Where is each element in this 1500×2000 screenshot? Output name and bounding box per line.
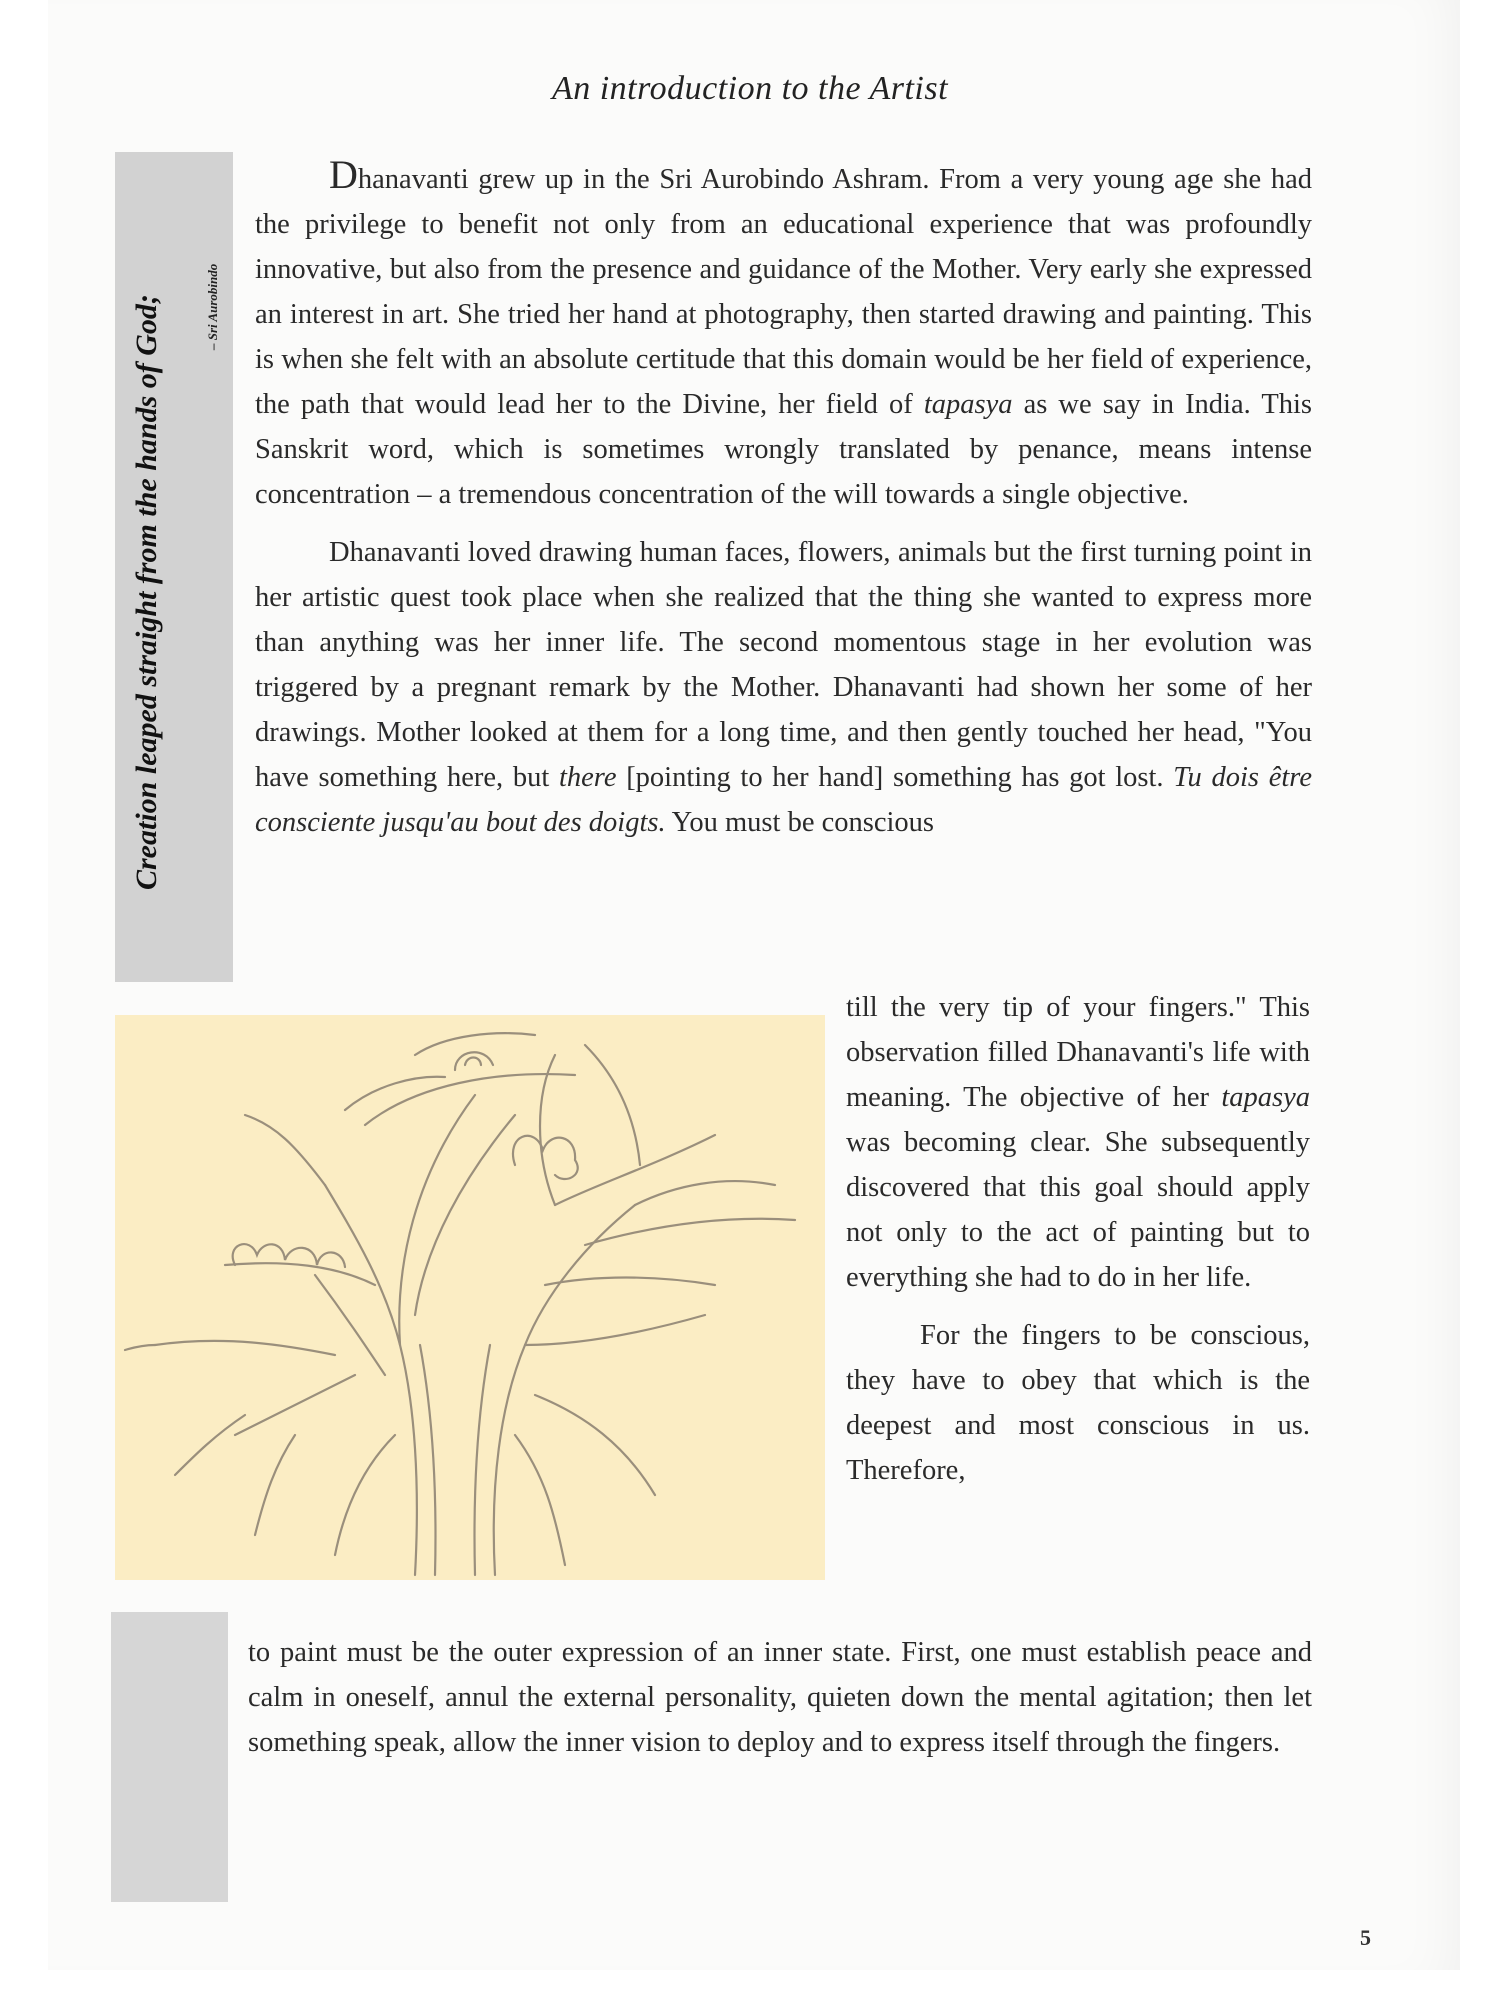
right-column-paragraph [846,985,1310,1300]
sidebar-bottom-strip [111,1612,228,1902]
paragraph-1-text: hanavanti grew up in the Sri Aurobindo Ashram. From a very young age she had the privilege to benefit not only from an educational experience that was profoundly innovative, but also from the presence and guidance of the Mother. Very early she expressed an interest in art. She tried her hand at photography, then started drawing and painting. This is when she felt with an absolute certitude that this domain would be her field of experience, the path that would lead her to the Divine, her field of [255,164,1312,420]
tree-sketch-drawing [115,1015,825,1580]
paragraph-1-text-after: as we say in India. This Sanskrit word, which is sometimes wrongly translated by penance, means intense concentration – a tremendous concentration of the will towards a single objective. [255,389,1312,510]
body-text-bottom [248,1630,1312,1765]
sidebar-quote: Creation leaped straight from the hands of God; [130,294,163,890]
drop-cap: D [329,152,358,197]
paragraph-2-text: Dhanavanti loved drawing human faces, flowers, animals but the first turning point in her artistic quest took place when she realized that the thing she wanted to express more than anything was her inner life. The second momentous stage in her evolution was triggered by a pregnant remark by the Mother. Dhanavanti had shown her some of her drawings. Mother looked at them for a long time, and then gently touched her head, "You have something here, but [255,537,1312,793]
right-column-italic: tapasya [1221,1082,1310,1113]
page-heading: An introduction to the Artist [551,70,949,107]
paragraph-2 [255,530,1312,845]
right-column-text: till the very tip of your fingers." This observation filled Dhanavanti's life with meaning. The objective of her [846,992,1310,1113]
paragraph-2-italic-french: Tu dois être consciente jusqu'au bout des doigts. [255,762,1312,838]
paragraph-2-italic-there: there [558,762,617,793]
paragraph-2-text-mid: [pointing to her hand] something has got lost. [616,762,1174,793]
tree-sketch-illustration [115,1015,825,1580]
body-text-right-column [846,985,1310,1493]
body-text-top [255,152,1312,845]
sidebar-attribution: – Sri Aurobindo [205,263,220,350]
right-column-paragraph-2: For the fingers to be conscious, they have to obey that which is the deepest and most conscious in us. Therefore, [846,1320,1310,1486]
page-number: 5 [1360,1925,1371,1950]
paragraph-1 [255,152,1312,517]
paragraph-2-text-end: You must be conscious [665,807,934,838]
bottom-paragraph: to paint must be the outer expression of an inner state. First, one must establish peace and calm in oneself, annul the external personality, quieten down the mental agitation; then let something speak, allow the inner vision to deploy and to express itself through the fingers. [248,1637,1312,1758]
right-column-text-end: was becoming clear. She subsequently discovered that this goal should apply not only to the act of painting but to everything she had to do in her life. [846,1127,1310,1293]
paragraph-1-italic: tapasya [923,389,1013,420]
